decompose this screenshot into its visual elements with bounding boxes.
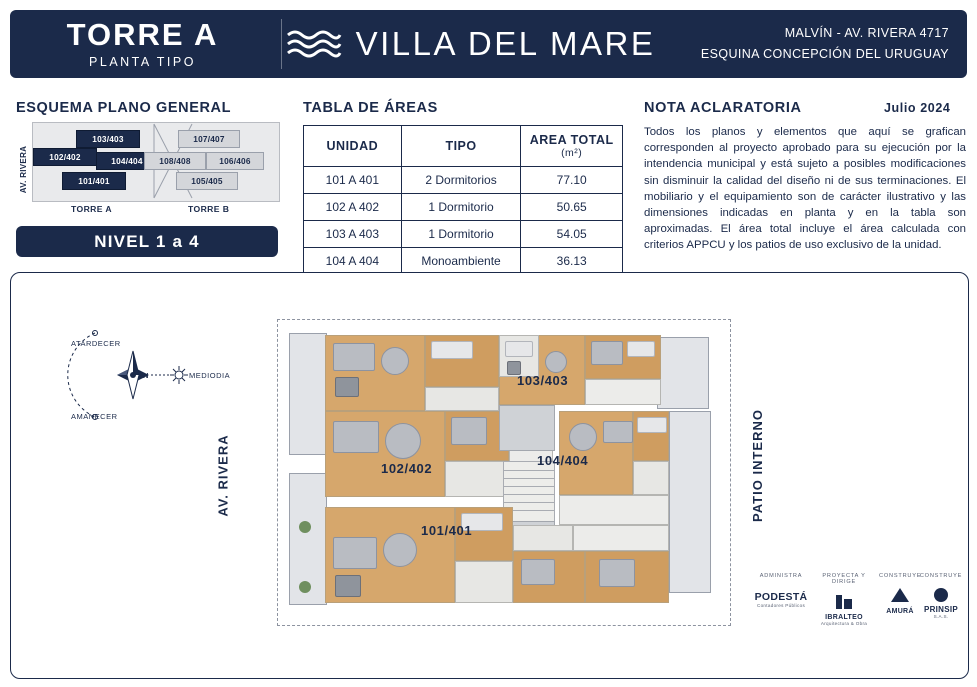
tower-subtitle: PLANTA TIPO	[89, 55, 196, 70]
furniture-sofa	[333, 421, 379, 453]
triangle-icon	[889, 585, 911, 605]
circle-icon	[933, 587, 949, 603]
logo-prinsip	[919, 573, 963, 619]
compass-noon-label: MEDIODIA	[189, 371, 231, 380]
logo-role: CONSTRUYE	[879, 573, 922, 579]
cell-tipo: Monoambiente	[401, 248, 521, 275]
logo-name: AMURÁ	[886, 608, 914, 615]
plan-street-label: AV. RIVERA	[215, 434, 231, 517]
unit-label-102-402: 102/402	[381, 461, 433, 476]
nota-title: NOTA ACLARATORIA	[644, 100, 802, 116]
cell-tipo: 1 Dormitorio	[401, 221, 521, 248]
furniture-table	[383, 533, 417, 567]
logo-name: IBRALTEO	[825, 614, 863, 621]
logo-role: PROYECTA Y DIRIGE	[822, 573, 866, 585]
cell-unidad: 103 A 403	[304, 221, 402, 248]
esquema-title: ESQUEMA PLANO GENERAL	[16, 100, 232, 116]
key-plan-unit-103-403[interactable]: 103/403	[76, 130, 140, 148]
compass-sunrise-label: AMANECER	[71, 412, 118, 421]
unit-label-101-401: 101/401	[421, 523, 473, 538]
areas-table	[303, 125, 623, 275]
room-101-bath-2	[513, 525, 573, 551]
brand-name: VILLA DEL MARE	[355, 25, 656, 62]
table-col-unidad: UNIDAD	[304, 126, 402, 167]
logo-sub: Arquitectura & Obra	[820, 621, 868, 626]
unit-label-104-404: 104/404	[537, 453, 589, 468]
core-lobby	[499, 405, 555, 451]
waves-icon	[286, 27, 342, 61]
logo-amura	[879, 573, 921, 615]
room-104-balcony	[559, 495, 669, 525]
logo-sub: S.A.S.	[933, 614, 949, 619]
room-103-balcony	[585, 379, 661, 405]
furniture	[335, 575, 361, 597]
room-104-bath	[633, 461, 669, 495]
header-banner	[10, 10, 967, 78]
address-line-2: ESQUINA CONCEPCIÓN DEL URUGUAY	[700, 47, 949, 61]
key-plan-unit-107-407[interactable]: 107/407	[178, 130, 240, 148]
key-plan-unit-105-405[interactable]: 105/405	[176, 172, 238, 190]
logo-podesta	[753, 573, 809, 608]
furniture-counter	[637, 417, 667, 433]
address-line-1: MALVÍN - AV. RIVERA 4717	[784, 25, 949, 40]
tower-title: TORRE A	[66, 16, 219, 52]
key-plan-caption-torre-b: TORRE B	[188, 204, 230, 214]
table-col-area-label: AREA TOTAL	[529, 133, 614, 147]
table-row	[304, 221, 623, 248]
key-plan-unit-104-404[interactable]: 104/404	[96, 152, 158, 170]
logo-role: CONSTRUYE	[919, 573, 963, 579]
furniture-table	[545, 351, 567, 373]
room-102-bath2	[445, 461, 509, 497]
furniture	[505, 341, 533, 357]
table-col-area	[521, 126, 623, 167]
furniture-bed	[599, 559, 635, 587]
table-row	[304, 167, 623, 194]
key-plan-unit-101-401[interactable]: 101/401	[62, 172, 126, 190]
room-102-bath	[425, 387, 499, 411]
furniture-table	[569, 423, 597, 451]
key-plan-unit-108-408[interactable]: 108/408	[144, 152, 206, 170]
nivel-badge: NIVEL 1 a 4	[16, 226, 278, 257]
table-row	[304, 194, 623, 221]
logo-ibralteo	[813, 573, 875, 626]
cell-tipo: 2 Dormitorios	[401, 167, 521, 194]
compass-sunset-label: ATARDECER	[71, 339, 121, 348]
key-plan-street-label: AV. RIVERA	[19, 145, 28, 194]
logo-name: PRINSIP	[923, 605, 959, 614]
furniture-counter	[431, 341, 473, 359]
key-plan-unit-106-406[interactable]: 106/406	[206, 152, 264, 170]
furniture-table	[381, 347, 409, 375]
plan-slab	[669, 411, 711, 593]
furniture-bed	[591, 341, 623, 365]
plan-slab	[657, 337, 709, 409]
tabla-title: TABLA DE ÁREAS	[303, 100, 438, 116]
table-header-row	[304, 126, 623, 167]
nota-text: Todos los planos y elementos que aquí se grafican corresponden al proyecto aprobado para su ejecución por la intendencia municipal y está sujeto a posibles modificaciones sin disminuir la calidad del diseño ni de sus terminaciones. El mobiliario y el equipamiento son de carácter ilustrativo y las dimensiones indicadas en planta y en la tabla son aproximadas. El área total incluye el área calculada con criterios APPCU y los patios de uso exclusivo de la unidad.	[644, 126, 966, 252]
key-plan-unit-102-402[interactable]: 102/402	[33, 148, 97, 166]
table-row	[304, 248, 623, 275]
furniture-bed	[451, 417, 487, 445]
tower-title-block	[10, 16, 282, 70]
partner-logos	[753, 573, 963, 651]
floor-plan-panel	[10, 272, 969, 679]
compass-rose	[59, 315, 231, 435]
furniture	[335, 377, 359, 397]
fecha-label: Julio 2024	[884, 101, 951, 115]
plant	[299, 581, 311, 593]
logo-role: ADMINISTRA	[759, 573, 803, 579]
cell-area: 77.10	[521, 167, 623, 194]
room-101-balcony	[573, 525, 669, 551]
furniture-sofa	[333, 537, 377, 569]
cell-area: 54.05	[521, 221, 623, 248]
furniture-table	[385, 423, 421, 459]
furniture-bed	[603, 421, 633, 443]
logo-sub: Contadores Públicos	[756, 603, 806, 608]
plan-courtyard-label: PATIO INTERNO	[749, 409, 765, 522]
cell-area: 50.65	[521, 194, 623, 221]
furniture-sofa	[333, 343, 375, 371]
building-icon	[833, 591, 855, 611]
plan-slab	[289, 333, 327, 455]
cell-unidad: 104 A 404	[304, 248, 402, 275]
key-plan-caption-torre-a: TORRE A	[71, 204, 112, 214]
logo-name: PODESTÁ	[754, 591, 808, 603]
table-col-tipo: TIPO	[401, 126, 521, 167]
cell-unidad: 102 A 402	[304, 194, 402, 221]
furniture-bed	[521, 559, 555, 585]
brand-block	[282, 25, 659, 63]
cell-unidad: 101 A 401	[304, 167, 402, 194]
compass-north-label: N	[143, 371, 149, 380]
address-block	[659, 23, 967, 66]
unit-label-103-403: 103/403	[517, 373, 569, 388]
cell-area: 36.13	[521, 248, 623, 275]
cell-tipo: 1 Dormitorio	[401, 194, 521, 221]
floor-plan-drawing	[269, 311, 739, 631]
plant	[299, 521, 311, 533]
key-plan-diagram	[16, 122, 278, 217]
room-101-bath	[455, 561, 513, 603]
table-col-area-unit: (m²)	[561, 147, 583, 159]
furniture	[627, 341, 655, 357]
